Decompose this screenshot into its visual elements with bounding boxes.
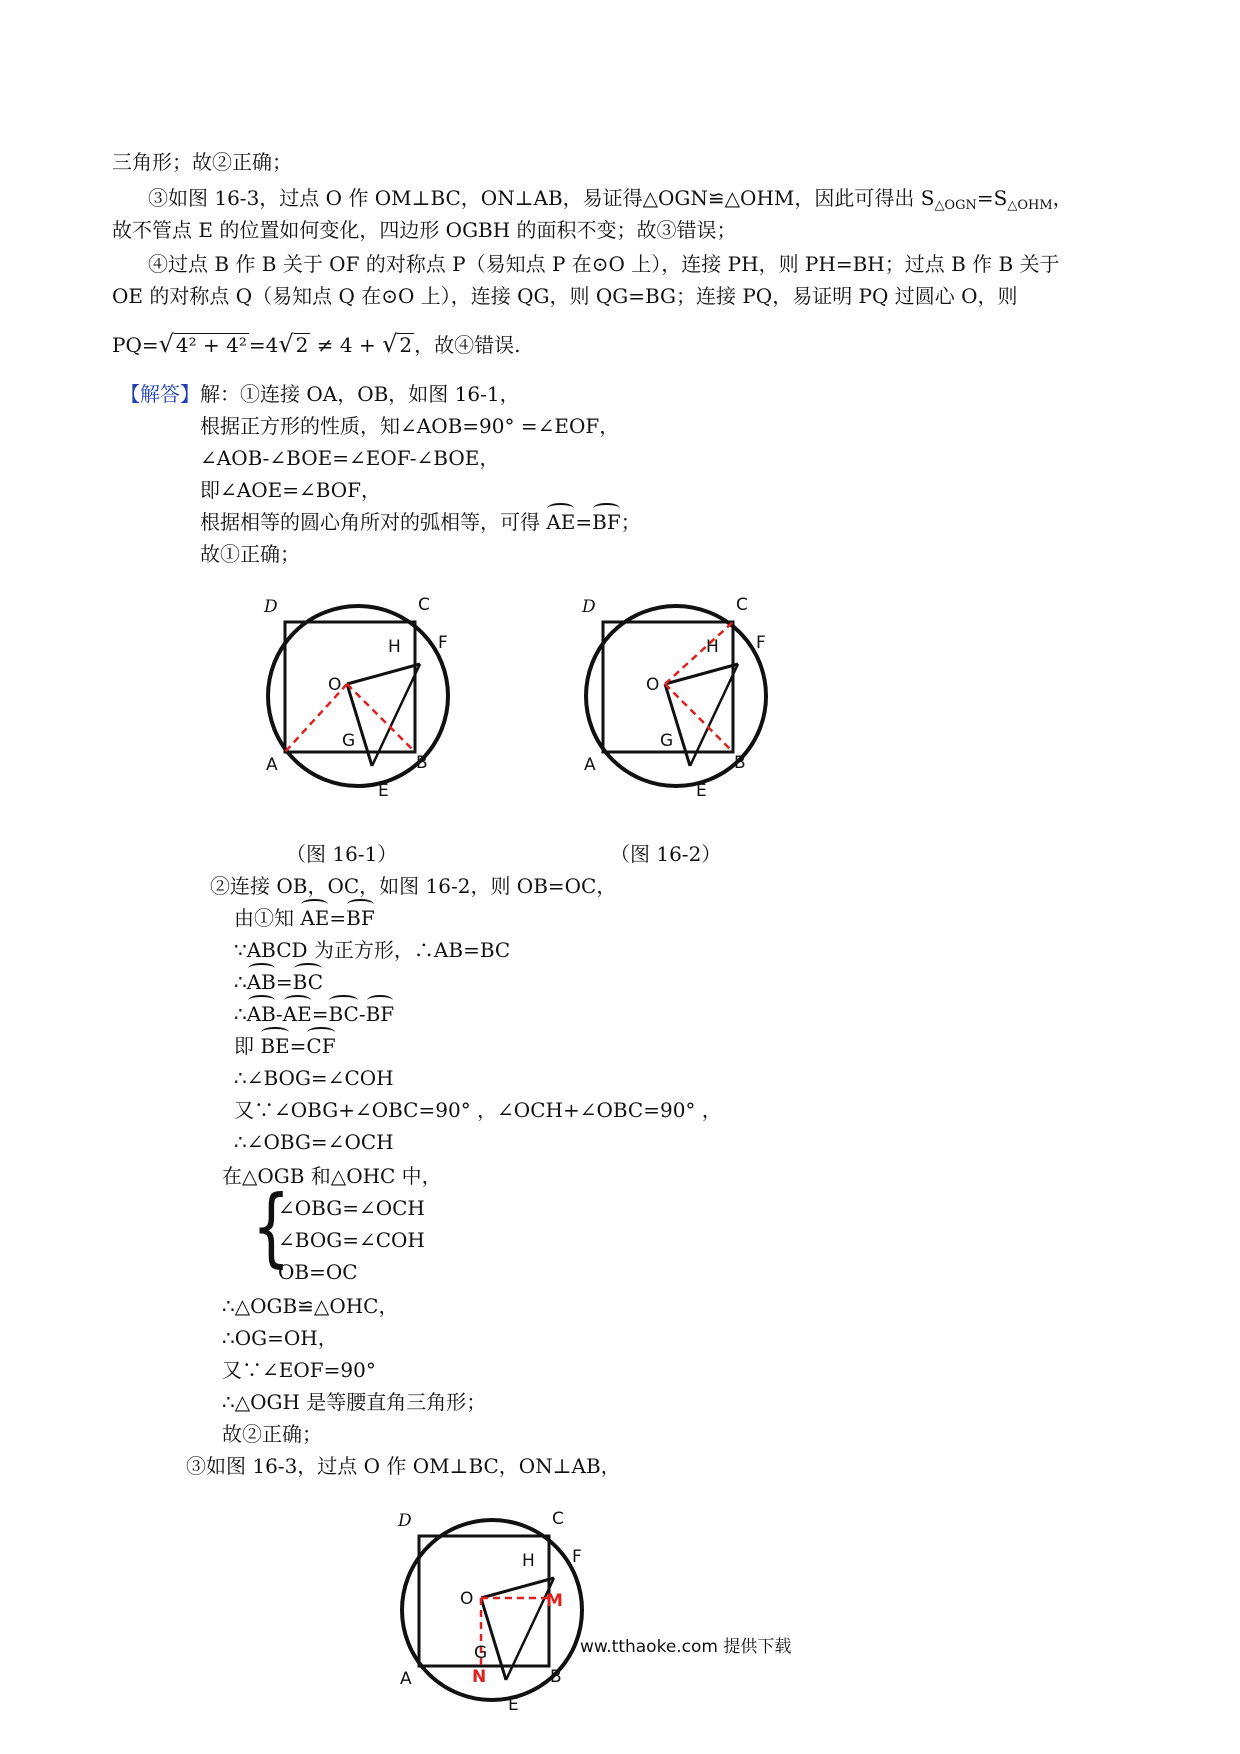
analysis-line-1: 三角形；故②正确； [112,150,292,174]
analysis-line-6 [112,330,520,359]
radical-sign-2: √ [278,330,294,358]
system-line-1: ∠OBG=∠OCH [278,1196,425,1220]
analysis-line-5: OE 的对称点 Q（易知点 Q 在⊙O 上），连接 QG，则 QG=BG；连接 PQ，易证明 PQ 过圆心 O，则 [112,284,1018,308]
radicand-3: 2 [399,333,413,357]
part2-line-14: ∴△OGH 是等腰直角三角形； [222,1390,487,1414]
part2-line-7: ∴∠BOG=∠COH [234,1066,394,1090]
arc-ab: AB [246,970,276,994]
figure-16-3 [374,1500,614,1722]
pq-label: PQ= [112,333,159,357]
label-e: E [378,781,389,801]
label-g: G [660,731,674,751]
answer-line-3: ∠AOB-∠BOE=∠EOF-∠BOE， [200,446,500,470]
equals: = [575,510,593,534]
answer-line-5-text: 根据相等的圆心角所对的弧相等，可得 [200,510,547,534]
part2-line-10: 在△OGB 和△OHC 中， [222,1164,442,1188]
part2-line-9: ∴∠OBG=∠OCH [234,1130,394,1154]
label-h: H [706,637,719,657]
caption-16-1: （图 16-1） [286,842,398,866]
left-brace: { [252,1177,291,1277]
answer-line-6: 故①正确； [200,542,300,566]
label-a: A [266,755,278,775]
answer-line-1 [120,380,520,408]
subscript-ogn: △OGN [934,198,977,213]
caption-16-2: （图 16-2） [610,842,722,866]
equals: = [275,970,293,994]
minus: - [358,1002,366,1026]
answer-line-1-text: 解：①连接 OA，OB，如图 16-1， [200,382,520,406]
label-g: G [474,1643,488,1663]
equals: = [289,1034,307,1058]
answer-line-5 [200,508,641,536]
label-f: F [572,1547,582,1567]
label-e: E [696,781,707,801]
radicand: 4² + 4² [175,333,247,357]
part2-line-12: ∴OG=OH， [222,1326,338,1350]
arc-bc: BC [328,1002,359,1026]
analysis-line-2 [148,184,1073,220]
label-g: G [342,731,356,751]
figure-16-2 [558,586,798,808]
label-f: F [756,633,766,653]
label-b: B [734,753,746,773]
therefore: ∴ [234,970,247,994]
watermark: ww.tthaoke.com 提供下载 [580,1637,792,1657]
radical-sign: √ [158,330,174,358]
arc-bf: BF [346,906,375,930]
arc-bc: BC [292,970,324,994]
system-line-3: OB=OC [278,1260,358,1284]
therefore: ∴ [234,1002,247,1026]
analysis-line-3: 故不管点 E 的位置如何变化，四边形 OGBH 的面积不变；故③错误； [112,218,737,242]
equals: = [311,1002,329,1026]
line-of [481,1578,554,1598]
analysis-line-2-mid: =S [976,186,1008,210]
four-root: =4 [248,333,279,357]
analysis-line-2-text: ③如图 16-3，过点 O 作 OM⊥BC，ON⊥AB，易证得△OGN≌△OHM，因此可得出 S [148,186,935,210]
part2-line-11: ∴△OGB≌△OHC， [222,1294,399,1318]
label-c: C [736,595,748,615]
semicolon: ； [620,510,641,534]
part2-line-4 [234,968,323,996]
label-h: H [522,1551,535,1571]
arc-be: BE [260,1034,290,1058]
figure-16-1 [240,586,480,808]
part2-line-6 [234,1032,336,1060]
label-o: O [646,675,660,695]
label-c: C [418,595,430,615]
arc-bf: BF [365,1002,395,1026]
label-o: O [460,1589,474,1609]
label-b: B [416,753,428,773]
analysis-conclusion: ，故④错误. [414,333,521,357]
arc-ae: AE [300,906,330,930]
part2-line-8: 又∵∠OBG+∠OBC=90° ，∠OCH+∠OBC=90° ， [234,1098,722,1122]
label-b: B [550,1667,562,1687]
part2-line-13: 又∵∠EOF=90° [222,1358,376,1382]
arc-ab: AB [246,1002,276,1026]
minus: - [275,1002,283,1026]
answer-line-2: 根据正方形的性质，知∠AOB=90° =∠EOF， [200,414,620,438]
subscript-ohm: △OHM [1007,198,1053,213]
part2-line-6-text: 即 [234,1034,261,1058]
part2-line-16: ③如图 16-3，过点 O 作 OM⊥BC，ON⊥AB， [186,1454,621,1478]
label-n: N [472,1667,487,1687]
label-m: M [546,1591,563,1611]
label-d: D [398,1511,412,1531]
label-d: D [264,597,278,617]
radicand-2: 2 [295,333,309,357]
system-line-2: ∠BOG=∠COH [278,1228,425,1252]
label-a: A [584,755,596,775]
answer-label: 【解答】 [120,382,200,406]
not-equal: ≠ 4 + [310,333,383,357]
label-a: A [400,1669,412,1689]
equals: = [329,906,347,930]
arc-cf: CF [306,1034,336,1058]
arc-bf: BF [592,510,621,534]
arc-ae: AE [546,510,576,534]
analysis-line-2-end: ， [1052,186,1073,210]
label-h: H [388,637,401,657]
answer-line-4: 即∠AOE=∠BOF， [200,478,382,502]
label-e: E [508,1695,519,1715]
analysis-line-4: ④过点 B 作 B 关于 OF 的对称点 P（易知点 P 在⊙O 上），连接 PH，则 PH=BH；过点 B 作 B 关于 [148,252,1060,276]
part2-line-15: 故②正确； [222,1422,322,1446]
part2-line-5 [234,1000,394,1028]
label-o: O [328,675,342,695]
label-d: D [582,597,596,617]
part2-line-2 [234,904,375,932]
label-c: C [552,1509,564,1529]
radical-sign-3: √ [382,330,398,358]
part2-line-2-text: 由①知 [234,906,301,930]
line-of [347,664,420,684]
label-f: F [438,633,448,653]
part2-line-3: ∵ABCD 为正方形，∴AB=BC [234,938,511,962]
part2-line-1: ②连接 OB，OC，如图 16-2，则 OB=OC， [210,874,617,898]
arc-ae: AE [282,1002,312,1026]
